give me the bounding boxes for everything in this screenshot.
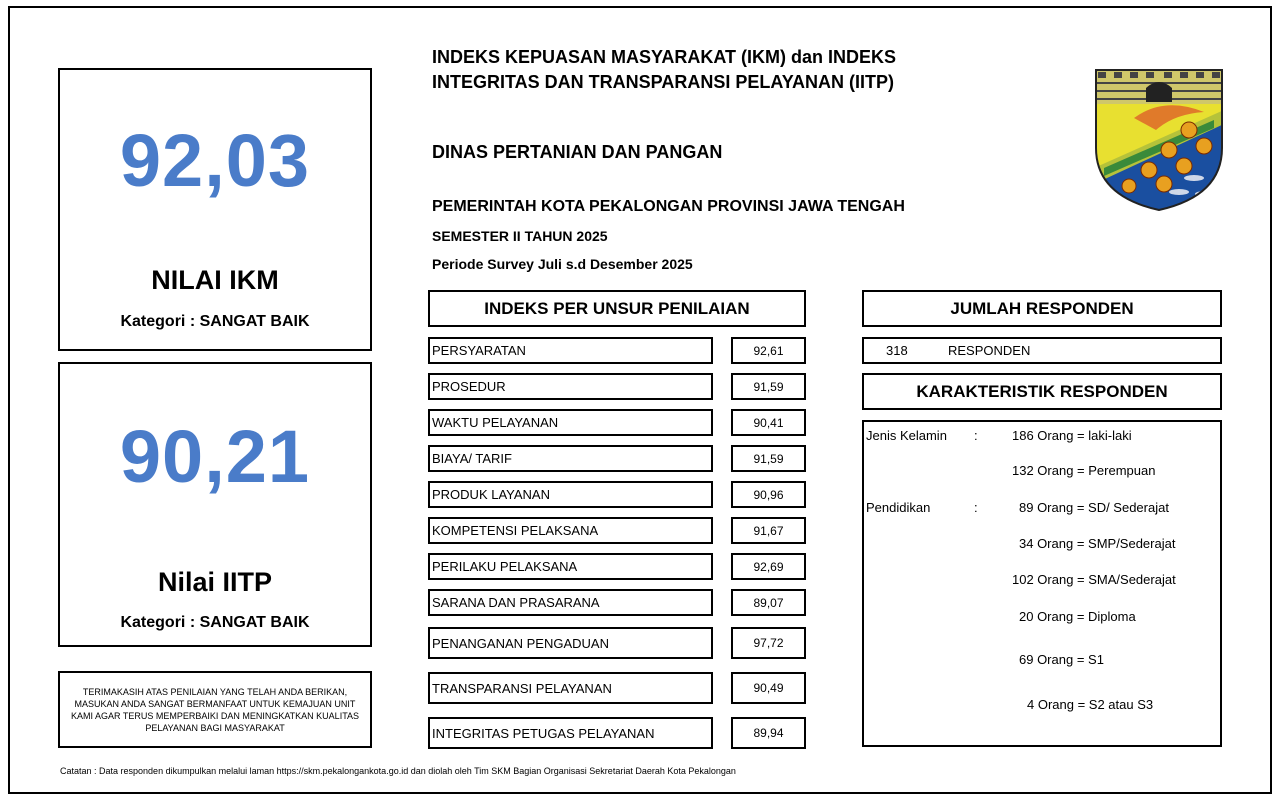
unsur-item-name: BIAYA/ TARIF xyxy=(428,445,713,472)
karakteristik-row: 69 Orang = S1 xyxy=(1019,652,1104,667)
thanks-note-box xyxy=(58,671,372,748)
unsur-item-name: TRANSPARANSI PELAYANAN xyxy=(428,672,713,704)
karakteristik-row: 102 Orang = SMA/Sederajat xyxy=(1012,572,1176,587)
karakteristik-row: 20 Orang = Diploma xyxy=(1019,609,1136,624)
unsur-item-name: INTEGRITAS PETUGAS PELAYANAN xyxy=(428,717,713,749)
ikm-label: NILAI IKM xyxy=(151,265,279,295)
unsur-item-value: 91,59 xyxy=(731,445,806,472)
edu-colon: : xyxy=(974,500,978,515)
karakteristik-row: 89 Orang = SD/ Sederajat xyxy=(1019,500,1169,515)
responden-title: JUMLAH RESPONDEN xyxy=(862,290,1222,327)
unsur-item-value: 92,69 xyxy=(731,553,806,580)
iitp-category: Kategori : SANGAT BAIK xyxy=(120,614,310,631)
unsur-item-value: 91,67 xyxy=(731,517,806,544)
responden-unit: RESPONDEN xyxy=(948,343,1031,358)
gender-label: Jenis Kelamin xyxy=(866,428,947,443)
unsur-item-value: 91,59 xyxy=(731,373,806,400)
unsur-item-name: PROSEDUR xyxy=(428,373,713,400)
agency-name: DINAS PERTANIAN DAN PANGAN xyxy=(432,142,723,162)
unsur-item-name: WAKTU PELAYANAN xyxy=(428,409,713,436)
karakteristik-box xyxy=(862,420,1222,747)
iitp-value: 90,21 xyxy=(119,415,311,498)
unsur-item-name: PENANGANAN PENGADUAN xyxy=(428,627,713,659)
government-name: PEMERINTAH KOTA PEKALONGAN PROVINSI JAWA TENGAH xyxy=(432,198,905,215)
unsur-item-name: KOMPETENSI PELAKSANA xyxy=(428,517,713,544)
unsur-item-name: PERILAKU PELAKSANA xyxy=(428,553,713,580)
thanks-note: TERIMAKASIH ATAS PENILAIAN YANG TELAH ANDA BERIKAN, MASUKAN ANDA SANGAT BERMANFAAT UNTUK KEMAJUAN UNIT KAMI AGAR TERUS MEMPERBAIKI DAN MENINGKATKAN KUALITAS PELAYANAN BAGI MASYARAKAT xyxy=(70,686,360,733)
title-line1: INDEKS KEPUASAN MASYARAKAT (IKM) dan INDEKS xyxy=(432,47,897,67)
unsur-item-value: 89,07 xyxy=(731,589,806,616)
iitp-label: Nilai IITP xyxy=(157,567,273,597)
city-emblem-icon xyxy=(1094,68,1224,212)
unsur-item-value: 92,61 xyxy=(731,337,806,364)
footer-note: Catatan : Data responden dikumpulkan melalui laman https://skm.pekalongankota.go.id dan diolah oleh Tim SKM Bagian Organisasi Sekretariat Daerah Kota Pekalongan xyxy=(60,766,736,776)
gender-colon: : xyxy=(974,428,978,443)
karakteristik-row: 4 Orang = S2 atau S3 xyxy=(1027,697,1154,712)
karakteristik-title: KARAKTERISTIK RESPONDEN xyxy=(862,373,1222,410)
unsur-item-value: 90,49 xyxy=(731,672,806,704)
karakteristik-row: 132 Orang = Perempuan xyxy=(1012,463,1156,478)
unsur-item-value: 89,94 xyxy=(731,717,806,749)
title-line2: INTEGRITAS DAN TRANSPARANSI PELAYANAN (IITP) xyxy=(432,72,895,92)
iitp-box xyxy=(58,362,372,647)
karakteristik-row: 186 Orang = laki-laki xyxy=(1012,428,1132,443)
semester: SEMESTER II TAHUN 2025 xyxy=(432,228,608,244)
unsur-item-value: 90,41 xyxy=(731,409,806,436)
edu-label: Pendidikan xyxy=(866,500,931,515)
responden-count: 318 xyxy=(886,343,908,358)
karakteristik-row: 34 Orang = SMP/Sederajat xyxy=(1019,536,1176,551)
ikm-category: Kategori : SANGAT BAIK xyxy=(120,313,310,330)
unsur-item-name: PRODUK LAYANAN xyxy=(428,481,713,508)
responden-count-box xyxy=(862,337,1222,364)
unsur-item-name: PERSYARATAN xyxy=(428,337,713,364)
ikm-value: 92,03 xyxy=(119,119,311,202)
unsur-item-value: 97,72 xyxy=(731,627,806,659)
ikm-box xyxy=(58,68,372,351)
unsur-item-name: SARANA DAN PRASARANA xyxy=(428,589,713,616)
unsur-item-value: 90,96 xyxy=(731,481,806,508)
unsur-title: INDEKS PER UNSUR PENILAIAN xyxy=(428,290,806,327)
survey-period: Periode Survey Juli s.d Desember 2025 xyxy=(432,256,693,272)
